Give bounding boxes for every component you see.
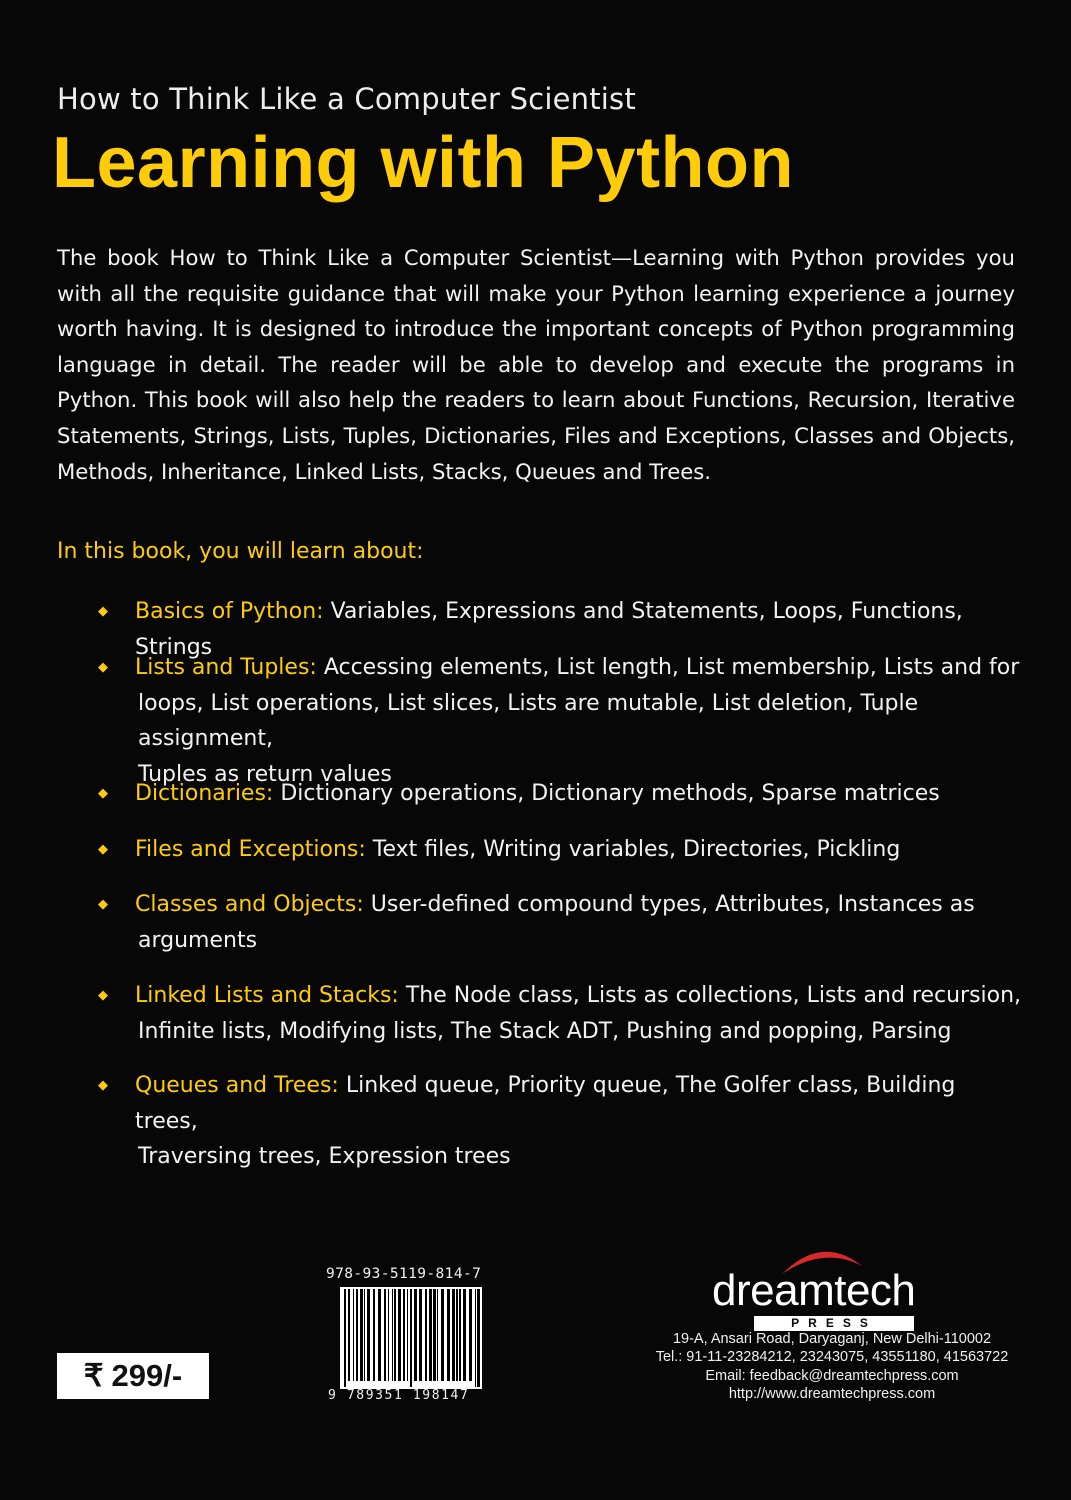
topic-label: Dictionaries: xyxy=(135,781,274,806)
topic-label: Queues and Trees: xyxy=(135,1073,339,1098)
topic-details-line: Traversing trees, Expression trees xyxy=(138,1144,511,1169)
publisher-contact xyxy=(612,1330,1052,1403)
topic-details: Dictionary operations, Dictionary methods, Sparse matrices xyxy=(273,781,940,806)
isbn-number: 978-93-5119-814-7 xyxy=(326,1266,482,1282)
topic-label: Lists and Tuples: xyxy=(135,655,317,680)
topic-details: Variables, Expressions and Statements, Loops, Functions, Strings xyxy=(135,599,963,660)
publisher-email[interactable]: Email: feedback@dreamtechpress.com xyxy=(705,1367,959,1384)
price-amount: 299/- xyxy=(111,1358,183,1393)
book-subtitle: How to Think Like a Computer Scientist xyxy=(57,82,636,116)
publisher-website[interactable]: http://www.dreamtechpress.com xyxy=(728,1385,936,1402)
logo-press-band: PRESS xyxy=(754,1316,914,1331)
barcode-icon xyxy=(340,1287,482,1389)
topic-details-line: arguments xyxy=(138,927,258,953)
diamond-bullet-icon: ◆ xyxy=(98,604,108,619)
topic-details: The Node class, Lists as collections, Lists and recursion, xyxy=(398,983,1022,1008)
diamond-bullet-icon: ◆ xyxy=(98,1078,108,1093)
publisher-address: 19-A, Ansari Road, Daryaganj, New Delhi-110002 xyxy=(672,1331,992,1347)
topic-details-line: Infinite lists, Modifying lists, The Stack ADT, Pushing and popping, Parsing xyxy=(138,1018,952,1044)
price-tag xyxy=(57,1353,209,1399)
topic-label: Linked Lists and Stacks: xyxy=(135,983,399,1008)
diamond-bullet-icon: ◆ xyxy=(98,988,108,1003)
topic-details: Accessing elements, List length, List membership, Lists and for xyxy=(316,655,1020,680)
learn-heading: In this book, you will learn about: xyxy=(57,539,424,564)
rupee-icon: ₹ xyxy=(83,1358,104,1393)
book-description: The book How to Think Like a Computer Scientist—Learning with Python provides you with all the requisite guidance that will make your Python learning experience a journey worth having. It is designed to introduce the important concepts of Python programming language in detail. The reader will be able to develop and execute the programs in Python. This book will also help the readers to learn about Functions, Recursion, Iterative Statements, Strings, Lists, Tuples, Dictionaries, Files and Exceptions, Classes and Objects, Methods, Inheritance, Linked Lists, Stacks, Queues and Trees. xyxy=(57,245,1015,484)
topic-details: Text files, Writing variables, Directories, Pickling xyxy=(365,837,901,862)
topic-label: Files and Exceptions: xyxy=(135,837,366,862)
publisher-phone: Tel.: 91-11-23284212, 23243075, 43551180, 41563722 xyxy=(655,1349,1009,1366)
topic-details-line: Tuples as return values xyxy=(138,761,392,787)
diamond-bullet-icon: ◆ xyxy=(98,842,108,857)
topic-label: Basics of Python: xyxy=(135,599,324,624)
topic-label: Classes and Objects: xyxy=(135,892,364,917)
topic-details-line: loops, List operations, List slices, Lists are mutable, List deletion, Tuple assignment, xyxy=(138,690,919,751)
logo-wordmark: dreamtech xyxy=(712,1266,916,1315)
diamond-bullet-icon: ◆ xyxy=(98,897,108,912)
barcode-digits: 9 789351 198147 xyxy=(328,1388,470,1403)
diamond-bullet-icon: ◆ xyxy=(98,786,108,801)
book-title: Learning with Python xyxy=(52,123,794,203)
publisher-logo xyxy=(712,1240,932,1330)
topic-details: User-defined compound types, Attributes, Instances as xyxy=(363,892,975,917)
topic-details: Linked queue, Priority queue, The Golfer class, Building trees, xyxy=(135,1073,956,1134)
diamond-bullet-icon: ◆ xyxy=(98,660,108,675)
